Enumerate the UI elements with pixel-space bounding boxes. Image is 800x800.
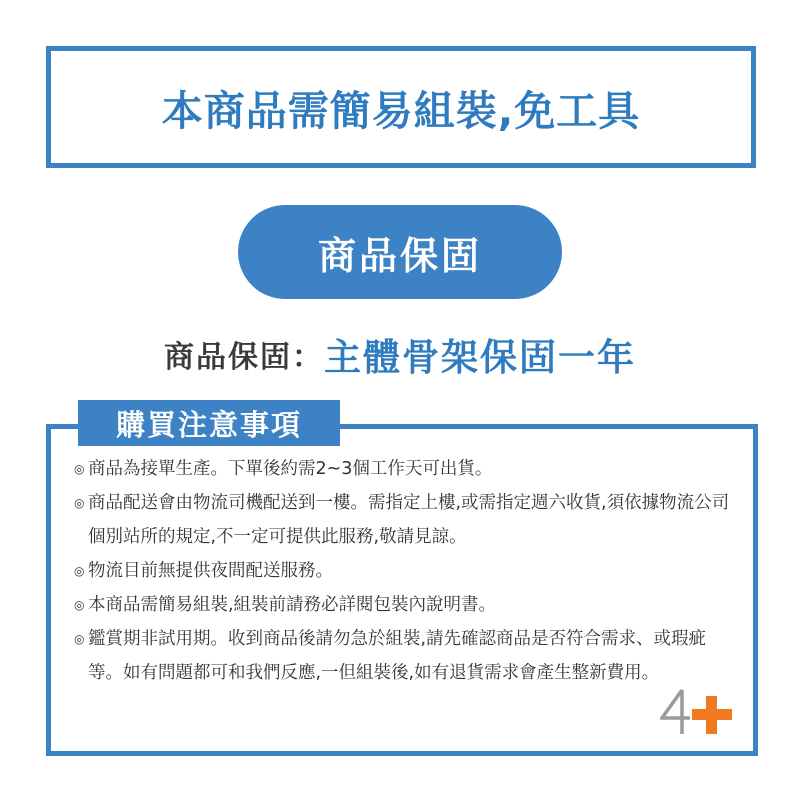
notice-item-text: 商品配送會由物流司機配送到一樓。需指定上樓,或需指定週六收貨,須依據物流公司個別站所的規定,不一定可提供此服務,敬請見諒。 [88,493,730,547]
warranty-label: 商品保固： [164,340,324,375]
notice-item-text: 商品為接單生產。下單後約需2~3個工作天可出貨。 [88,459,493,479]
bullet-icon: ◎ [74,598,85,612]
warranty-value: 主體骨架保固一年 [324,336,636,379]
bullet-icon: ◎ [74,632,85,646]
notice-item-text: 鑑賞期非試用期。收到商品後請勿急於組裝,請先確認商品是否符合需求、或瑕疵等。如有問題都可和我們反應,一但組裝後,如有退貨需求會產生整新費用。 [88,629,707,683]
bullet-icon: ◎ [74,564,85,578]
notice-list [74,452,734,690]
notice-title-tab [78,400,340,446]
warranty-pill-label: 商品保固 [317,233,482,278]
notice-item [74,622,734,690]
notice-item [74,554,734,588]
bullet-icon: ◎ [74,496,85,510]
notice-item [74,486,734,554]
notice-item [74,452,734,486]
brand-logo [660,688,740,736]
banner-text: 本商品需簡易組裝,免工具 [161,86,641,135]
notice-item-text: 物流目前無提供夜間配送服務。 [88,561,333,581]
logo-plus-horizontal [692,709,732,720]
notice-item [74,588,734,622]
top-banner [46,46,756,168]
warranty-line [0,322,800,386]
bullet-icon: ◎ [74,462,85,476]
notice-title: 購買注意事項 [115,407,302,442]
logo-digit-four [662,690,690,734]
warranty-pill [238,205,562,299]
notice-item-text: 本商品需簡易組裝,組裝前請務必詳閱包裝內說明書。 [88,595,497,615]
